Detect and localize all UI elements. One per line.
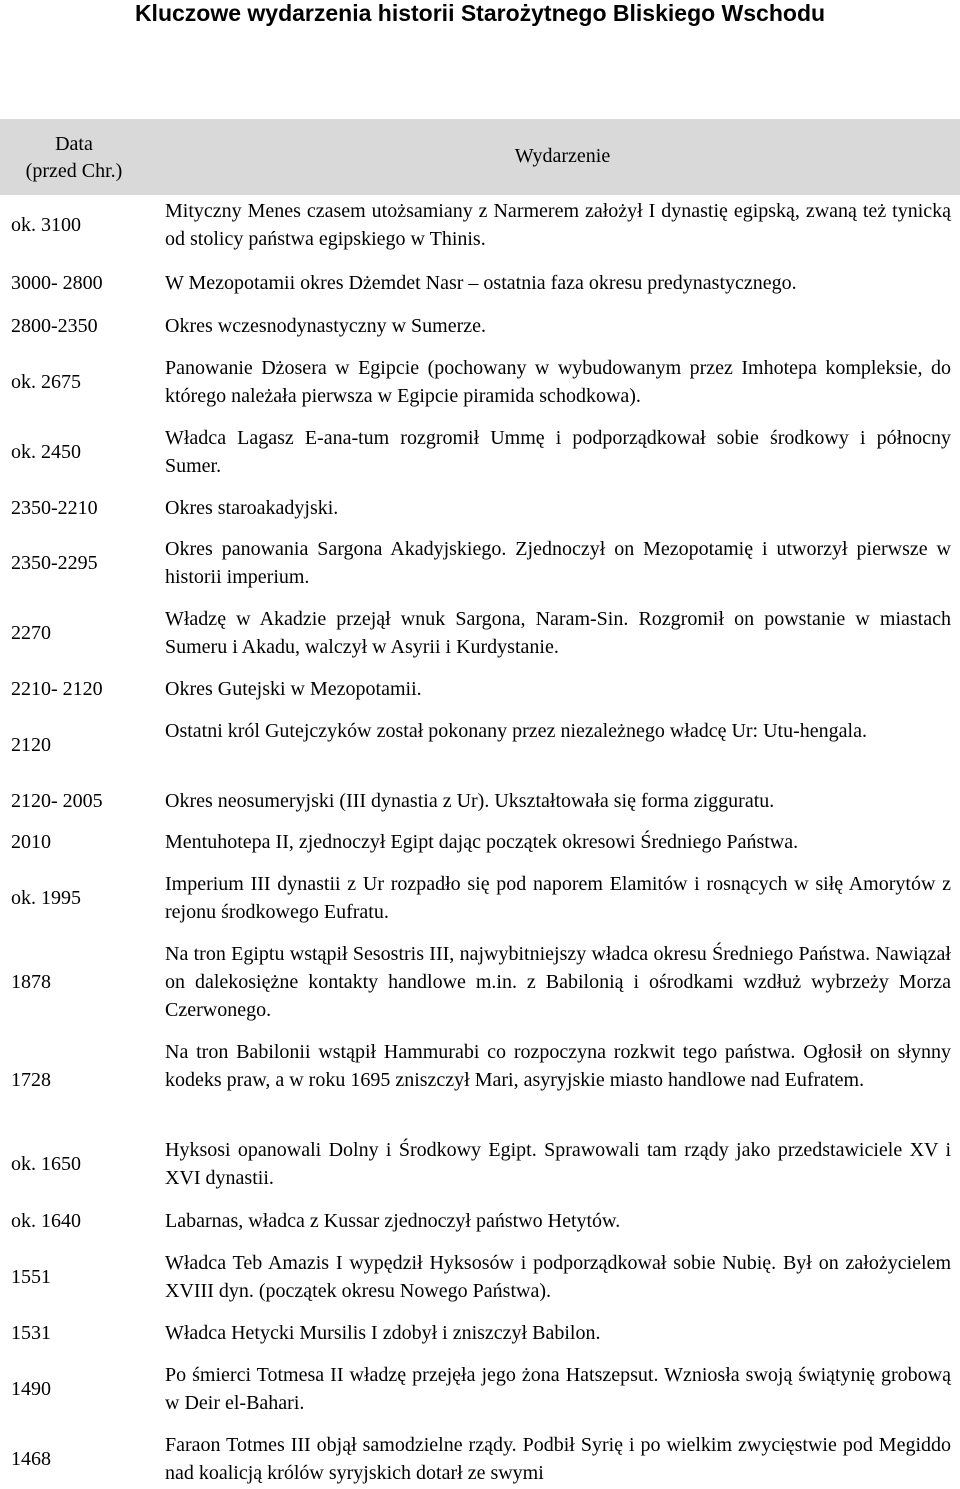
row-date: 1551 [11, 1266, 51, 1288]
table-row [0, 535, 960, 591]
row-event: Okres wczesnodynastyczny w Sumerze. [165, 315, 487, 337]
row-date: 2350-2295 [11, 552, 98, 574]
table-row [0, 1136, 960, 1192]
row-date: ok. 3100 [11, 214, 81, 236]
row-date: ok. 1650 [11, 1153, 81, 1175]
row-event: Imperium III dynastii z Ur rozpadło się pod naporem Elamitów i rosnących w siłę Amorytów z rejonu środkowego Eufratu. [165, 873, 951, 923]
table-row [0, 1319, 960, 1347]
row-date: ok. 1640 [11, 1210, 81, 1232]
row-date: ok. 2450 [11, 441, 81, 463]
row-date: 2350-2210 [11, 497, 98, 519]
row-date: 2210- 2120 [11, 678, 103, 700]
row-event: Okres staroakadyjski. [165, 497, 339, 519]
row-date: ok. 1995 [11, 887, 81, 909]
table-row [0, 494, 960, 522]
table-header [0, 119, 960, 195]
row-event: Labarnas, władca z Kussar zjednoczył państwo Hetytów. [165, 1210, 621, 1232]
row-date: 1728 [11, 1069, 51, 1091]
row-event: Władca Hetycki Mursilis I zdobył i zniszczył Babilon. [165, 1322, 601, 1344]
table-row [0, 787, 960, 815]
table-row [0, 940, 960, 1024]
row-event: Faraon Totmes III objął samodzielne rządy. Podbił Syrię i po wielkim zwycięstwie pod Megiddo nad koalicją królów syryjskich dotarł ze swymi [165, 1434, 951, 1484]
row-date: 2010 [11, 831, 51, 853]
row-event: Mityczny Menes czasem utożsamiany z Narmerem założył I dynastię egipską, zwaną też tynicką od stolicy państwa egipskiego w Thinis. [165, 200, 951, 250]
table-row [0, 605, 960, 661]
table-row [0, 1249, 960, 1305]
row-date: 1531 [11, 1322, 51, 1344]
row-date: 1490 [11, 1378, 51, 1400]
row-date: 1468 [11, 1448, 51, 1470]
row-date: ok. 2675 [11, 371, 81, 393]
table-row [0, 675, 960, 703]
table-row [0, 1361, 960, 1417]
header-date [0, 131, 148, 185]
table-row [0, 269, 960, 297]
row-date: 1878 [11, 971, 51, 993]
row-event: Okres neosumeryjski (III dynastia z Ur). Ukształtowała się forma zigguratu. [165, 790, 775, 812]
table-row [0, 870, 960, 926]
row-date: 2800-2350 [11, 315, 98, 337]
row-event: Na tron Egiptu wstąpił Sesostris III, najwybitniejszy władca okresu Średniego Państwa. Nawiązał on dalekosiężne kontakty handlowe m.in. z Babilonią i ośrodkami wzdłuż wybrzeży Morza Czerwonego. [165, 943, 951, 1021]
row-event: Mentuhotepa II, zjednoczył Egipt dając początek okresowi Średniego Państwa. [165, 831, 799, 853]
row-event: Władca Teb Amazis I wypędził Hyksosów i podporządkował sobie Nubię. Był on założycielem XVIII dyn. (początek okresu Nowego Państwa). [165, 1252, 951, 1302]
row-event: Na tron Babilonii wstąpił Hammurabi co rozpoczyna rozkwit tego państwa. Ogłosił on słynny kodeks praw, a w roku 1695 zniszczył Mari, asyryjskie miasto handlowe nad Eufratem. [165, 1041, 951, 1091]
header-date-line2: (przed Chr.) [25, 160, 123, 182]
row-date: 3000- 2800 [11, 272, 103, 294]
row-event: Okres Gutejski w Mezopotamii. [165, 678, 422, 700]
row-event: Panowanie Dżosera w Egipcie (pochowany w wybudowanym przez Imhotepa kompleksie, do którego należała pierwsza w Egipcie piramida schodkowa). [165, 357, 951, 407]
row-date: 2270 [11, 622, 51, 644]
row-event: W Mezopotamii okres Dżemdet Nasr – ostatnia faza okresu predynastycznego. [165, 272, 797, 294]
table-row [0, 1038, 960, 1122]
row-event: Władca Lagasz E-ana-tum rozgromił Ummę i podporządkował sobie środkowy i północny Sumer. [165, 427, 951, 477]
table-row [0, 1431, 960, 1487]
table-row [0, 828, 960, 856]
row-event: Okres panowania Sargona Akadyjskiego. Zjednoczył on Mezopotamię i utworzył pierwsze w historii imperium. [165, 538, 951, 588]
row-date: 2120 [11, 734, 51, 756]
header-event: Wydarzenie [514, 145, 611, 167]
row-date: 2120- 2005 [11, 790, 103, 812]
header-date-line1: Data [55, 133, 93, 155]
table-row [0, 424, 960, 480]
table-row [0, 1207, 960, 1235]
document-title: Kluczowe wydarzenia historii Starożytnego Bliskiego Wschodu [134, 0, 826, 26]
row-event: Po śmierci Totmesa II władzę przejęła jego żona Hatszepsut. Wzniosła swoją świątynię grobową w Deir el-Bahari. [165, 1364, 951, 1414]
row-event: Ostatni król Gutejczyków został pokonany przez niezależnego władcę Ur: Utu-hengala. [165, 720, 867, 742]
row-event: Władzę w Akadzie przejął wnuk Sargona, Naram-Sin. Rozgromił on powstanie w miastach Sumeru i Akadu, walczył w Asyrii i Kurdystanie. [165, 608, 951, 658]
table-row [0, 717, 960, 773]
table-row [0, 197, 960, 253]
table-row [0, 312, 960, 340]
table-row [0, 354, 960, 410]
row-event: Hyksosi opanowali Dolny i Środkowy Egipt. Sprawowali tam rządy jako przedstawiciele XV i XVI dynastii. [165, 1139, 951, 1189]
